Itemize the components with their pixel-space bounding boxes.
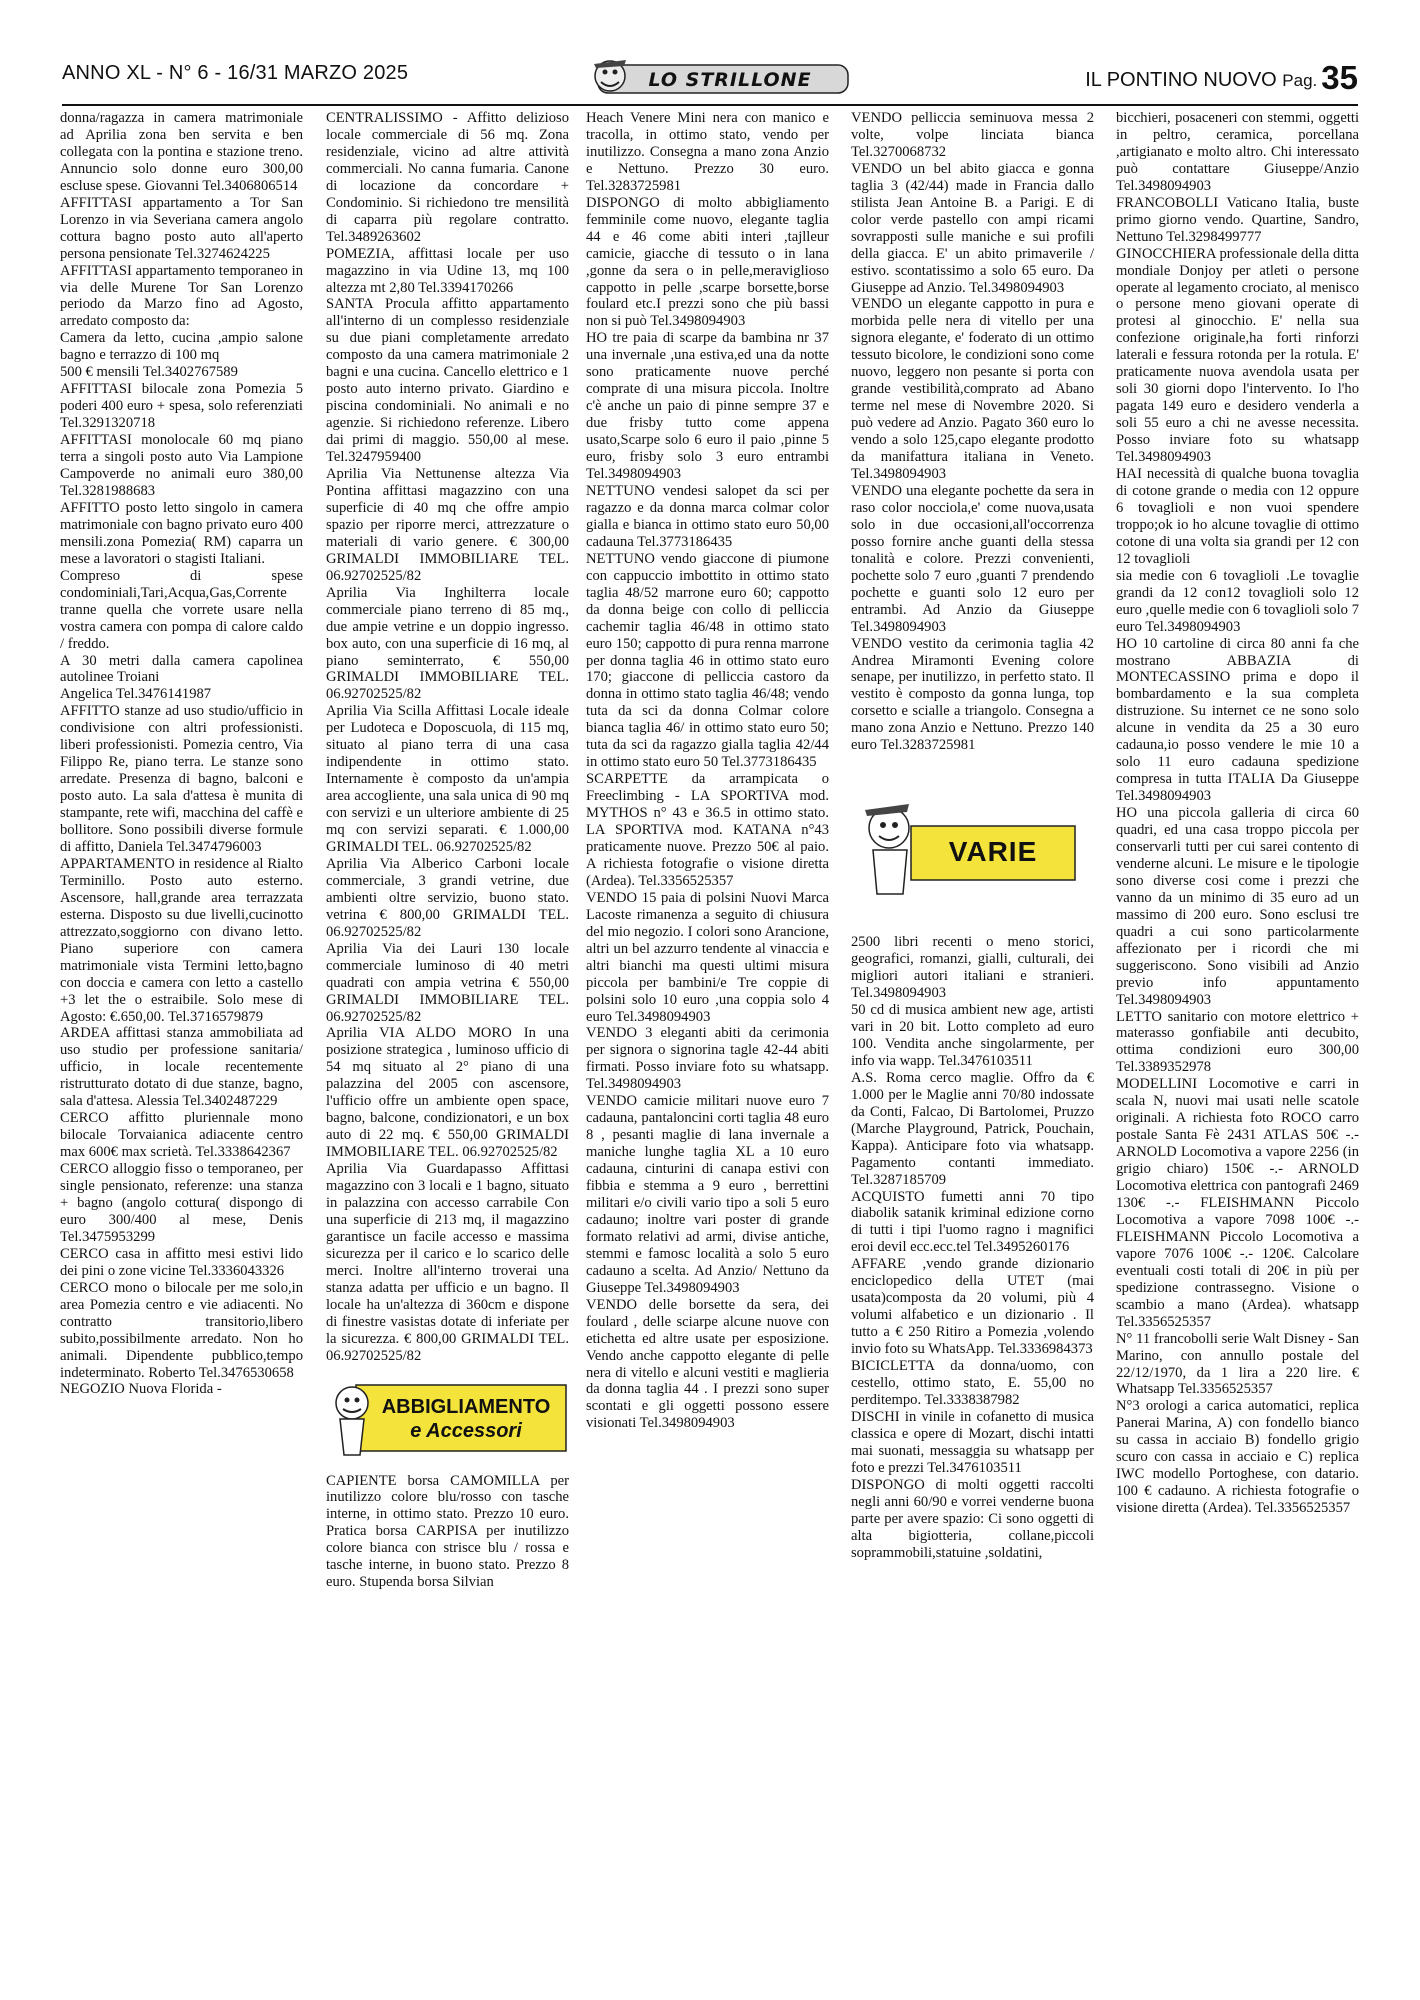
ad: CERCO casa in affitto mesi estivi lido dei pini o zone vicine Tel.3336043326	[60, 1245, 303, 1279]
ad: VENDO 3 eleganti abiti da cerimonia per signora o signorina tagle 42-44 abiti firmati. Posso inviare foto su whatsapp. Tel.3498094903	[586, 1025, 829, 1093]
ad: sia medie con 6 tovaglioli .Le tovaglie grandi da 12 con12 tovaglioli solo 12 euro ,quelle medie con 6 tovaglioli solo 7 euro Tel.3498094903	[1116, 567, 1359, 635]
ad: VENDO un bel abito giacca e gonna taglia 3 (42/44) made in Francia dallo stilista Jean Antoine B. a Parigi. E di color verde pastello con ampi ricami sovrapposti sulle maniche e sui profili della giacca. E' un abito primaverile / estivo. scontatissimo a solo 65 euro. Da Giuseppe ad Anzio. Tel.3498094903	[851, 160, 1094, 296]
ad: Aprilia Via Nettunense altezza Via Pontina affittasi magazzino con una superficie di 40 mq che offre ampio spazio per riporre merci, attrezzature o materiali di vario genere. € 300,00 GRIMALDI IMMOBILIARE TEL. 06.92702525/82	[326, 466, 569, 584]
ad: CERCO mono o bilocale per me solo,in area Pomezia centro e vie adiacenti. No contratto transitorio,libero subito,possibilmente arredato. Non ho animali. Dipendente pubblico,tempo indeterminato. Roberto Tel.3476530658	[60, 1279, 303, 1381]
ad: POMEZIA, affittasi locale per uso magazzino in via Udine 13, mq 100 altezza mt 2,80 Tel.3394170266	[326, 245, 569, 296]
ad: Aprilia Via Inghilterra locale commerciale piano terreno di 85 mq., due ampie vetrine e un doppio ingresso. box auto, con una superficie di 16 mq, al piano seminterrato, € 550,00 GRIMALDI IMMOBILIARE TEL. 06.92702525/82	[326, 584, 569, 703]
ad: SCARPETTE da arrampicata o Freeclimbing - LA SPORTIVA mod. MYTHOS n° 43 e 36.5 in ottimo stato. LA SPORTIVA mod. KATANA n°43 praticamente nuove. Prezzo 50€ al paio. A richiesta fotografie o visione diretta (Ardea). Tel.3356525357	[586, 771, 829, 889]
ad: AFFITTASI bilocale zona Pomezia 5 poderi 400 euro + spesa, solo referenziati Tel.3291320718	[60, 381, 303, 432]
ad: VENDO pelliccia seminuova messa 2 volte, volpe linciata bianca Tel.3270068732	[851, 110, 1094, 160]
section-banner-varie	[851, 798, 1094, 898]
ad: Aprilia Via dei Lauri 130 locale commerciale luminoso di 40 metri quadrati con ampia vetrina € 550,00 GRIMALDI IMMOBILIARE TEL. 06.92702525/82	[326, 940, 569, 1025]
ad: N°3 orologi a carica automatici, replica Panerai Marina, A) con fondello bianco su cassa in acciaio B) fondello grigio scuro con cassa in acciaio e C) replica IWC modello Portoghese, con datario. 100 € cadauno. A richiesta fotografie o visione diretta (Ardea). Tel.3356525357	[1116, 1398, 1359, 1517]
page-label: Pag.	[1282, 71, 1318, 90]
ad: LETTO sanitario con motore elettrico + materasso gonfiabile anti decubito, ottima condizioni euro 300,00 Tel.3389352978	[1116, 1008, 1359, 1076]
column-1	[60, 110, 303, 1990]
ad: Aprilia VIA ALDO MORO In una posizione strategica , luminoso ufficio di 54 mq situato al 2° piano di una palazzina del 2005 con ascensore, l'ufficio offre un ambiente open space, bagno, balcone, condizionatori, e un box auto di 22 mq. € 550,00 GRIMALDI IMMOBILIARE TEL. 06.92702525/82	[326, 1025, 569, 1161]
ad: VENDO una elegante pochette da sera in raso color nocciola,e' come nuova,usata solo in due occasioni,all'occorrenza posso fornire anche guanti della stessa tonalità e colore. Prezzi convenienti, pochette solo 7 euro ,guanti 7 prendendo pochette e guanti solo 12 euro per entrambi. Ad Anzio da Giuseppe Tel.3498094903	[851, 482, 1094, 635]
ad: AFFARE ,vendo grande dizionario enciclopedico della UTET (mai usata)composta da 20 volumi, più 4 volumi alfabetico e un dizionario . Il tutto a € 250 Ritiro a Pomezia ,volendo invio foto su WhatsApp. Tel.3336984373	[851, 1256, 1094, 1358]
issue-line: ANNO XL - N° 6 - 16/31 MARZO 2025	[62, 62, 409, 84]
ad: VENDO un elegante cappotto in pura e morbida pelle nera di vitello per una signora elegante, e' foderato di un ottimo tessuto bicolore, le condizioni sono come nuovo, leggero non pesante si porta con grande vestibilità,comprato ad Abano terme nel mese di Novembre 2020. Si può vedere ad Anzio. Pagato 360 euro lo vendo a solo 125,capo elegante prodotto da manifattura italiana in Veneto. Tel.3498094903	[851, 296, 1094, 483]
ad: CERCO alloggio fisso o temporaneo, per single pensionato, referenze: una stanza + bagno (angolo cottura( dispongo di euro 300/400 al mese, Denis Tel.3475953299	[60, 1161, 303, 1245]
ad: N° 11 francobolli serie Walt Disney - San Marino, con annullo postale del 22/12/1970, da 1 lira a 220 lire. € Whatsapp Tel.3356525357	[1116, 1330, 1359, 1398]
banner-title-abbigliamento: ABBIGLIAMENTO	[381, 1395, 551, 1418]
ad: NEGOZIO Nuova Florida -	[60, 1381, 222, 1398]
column-2	[326, 110, 569, 1990]
ad: Compreso di spese condominiali,Tari,Acqua,Gas,Corrente tranne quella che vorrete usare nella vostra camera con pompa di calore caldo / freddo.	[60, 567, 303, 652]
ad: FRANCOBOLLI Vaticano Italia, buste primo giorno vendo. Quartine, Sandro, Nettuno Tel.3298499777	[1116, 194, 1359, 245]
ad: VENDO camicie militari nuove euro 7 cadauna, pantaloncini corti taglia 48 euro 8 , pesanti maglie di lana invernale a maniche lunghe taglia XL a 10 euro cadauna, cinturini di canapa estivi con fibbia e stemma a 9 euro , berrettini militari e/o civili vario tipo a soli 5 euro cadauno; inoltre vari poster di grande formato relativi ad armi, divise antiche, stemmi e famosc località a solo 5 euro cadauno a scelta. Ad Anzio/ Nettuno da Giuseppe Tel.3498094903	[586, 1093, 829, 1296]
ad: ARDEA affittasi stanza ammobiliata ad uso studio per professione sanitaria/ ufficio, in locale recentemente ristrutturato dotato di due stanze, bagno, sala d'attesa. Alessia Tel.3402487229	[60, 1025, 303, 1110]
ad: Heach Venere Mini nera con manico e tracolla, in ottimo stato, vendo per inutilizzo. Consegna a mano zona Anzio e Nettuno. Prezzo 30 euro. Tel.3283725981	[586, 110, 829, 194]
section-banner-abbigliamento	[326, 1375, 569, 1461]
ad: VENDO 15 paia di polsini Nuovi Marca Lacoste rimanenza a seguito di chiusura del mio negozio. I colori sono Arancione, altri un bel azzurro tendente al vinaccia e altri bianchi ma questi ultimi misura piccola per bambini/e Tre coppie di polsini solo 10 euro ,una coppia solo 4 euro Tel.3498094903	[586, 889, 829, 1025]
ad: NETTUNO vendo giaccone di piumone con cappuccio imbottito in ottimo stato taglia 48/52 marrone euro 60; cappotto da donna beige con collo di pelliccia cachemir taglia 46/48 in ottimo stato euro 150; cappotto di pura renna marrone per donna taglia 46 in ottimo stato euro 170; giaccone di pelliccia castoro da donna in ottimo stato taglia 46/48; vendo tuta da sci da donna Colmar colore bianca taglia 46/ in ottimo stato euro 50; tuta da sci da ragazzo gialla taglia 42/44 in ottimo stato euro 50 Tel.3773186435	[586, 550, 829, 771]
banner-subtitle-accessori: e Accessori	[410, 1419, 522, 1442]
page-header	[62, 52, 1358, 106]
ad: BICICLETTA da donna/uomo, con cestello, ottimo stato, E. 55,00 no perditempo. Tel.3338387982	[851, 1358, 1094, 1408]
ad: HO tre paia di scarpe da bambina nr 37 una invernale ,una estiva,ed una da notte sono praticamente nuove perché comprate di una misura piccola. Inoltre c'è anche un paio di pinne sempre 37 e due frisby tutto come appena usato,Scarpe solo 6 euro il paio ,pinne 5 euro, frisby solo 3 euro entrambi Tel.3498094903	[586, 330, 829, 483]
ad: Aprilia Via Scilla Affittasi Locale ideale per Ludoteca e Doposcuola, di 115 mq, situato al piano terra di una casa indipendente in ottimo stato. Internamente è composto da un'ampia area accogliente, una sala unica di 90 mq con servizi e un ulteriore ambiente di 25 mq con servizi separati. € 1.000,00 GRIMALDI TEL. 06.92702525/82	[326, 703, 569, 855]
ad: AFFITTO stanze ad uso studio/ufficio in condivisione con altri professionisti. liberi professionisti. Pomezia centro, Via Filippo Re, piano terra. Le stanze sono arredate. Presenza di bagno, balconi e posto auto. La sala d'attesa è munita di stampante, rete wifi, macchina del caffè e bollitore. Sono possibili diverse formule di affitto, Daniela Tel.3474796003	[60, 703, 303, 855]
ad: ACQUISTO fumetti anni 70 tipo diabolik satanik kriminal edizione corno di tutti i tipi l'uomo ragno i magnifici eroi devil ecc.ecc.tel Tel.3495260176	[851, 1188, 1094, 1256]
ad: DISCHI in vinile in cofanetto di musica classica e opere di Mozart, dischi intatti mai suonati, messaggia su whatsapp per foto e prezzi Tel.3476103511	[851, 1408, 1094, 1476]
ad: APPARTAMENTO in residence al Rialto Terminillo. Posto auto esterno. Ascensore, hall,grande area terrazzata esterna. Disposto su due livelli,cucinotto attrezzato,soggiorno con divano letto. Piano superiore con camera matrimoniale vista Termini letto,bagno con doccia e camera con letto a castello +3 let the o estraibile. Solo mese di Agosto: €.650,00. Tel.3716579879	[60, 855, 303, 1025]
ad: bicchieri, posaceneri con stemmi, oggetti in peltro, ceramica, porcellana ,artigianato e molto altro. Chi interessato può contattare Giuseppe/Anzio Tel.3498094903	[1116, 110, 1359, 194]
ad: Angelica Tel.3476141987	[60, 686, 212, 703]
ad: A 30 metri dalla camera capolinea autolinee Troiani	[60, 652, 303, 686]
ad: 500 € mensili Tel.3402767589	[60, 364, 238, 381]
ad: CAPIENTE borsa CAMOMILLA per inutilizzo colore blu/rosso con tasche interne, in ottimo stato. Prezzo 10 euro. Pratica borsa CARPISA per inutilizzo colore bianca con strisce blu / rossa e tasche interne, in buono stato. Prezzo 8 euro. Stupenda borsa Silvian	[326, 1472, 569, 1591]
ad: SANTA Procula affitto appartamento all'interno di un complesso residenziale su due piani completamente arredato composto da una camera matrimoniale 2 bagni e una cucina. Cancello elettrico e 1 posto auto interno privato. Giardino e piscina condominiali. No animali e no agenzie. Si richiedono referenze. Libero dai primi di maggio. 550,00 al mese. Tel.3247959400	[326, 296, 569, 466]
masthead-title: IL PONTINO NUOVO	[1085, 69, 1277, 91]
ad: NETTUNO vendesi salopet da sci per ragazzo e da donna marca colmar color gialla e bianca in ottimo stato euro 50,00 cadauna Tel.3773186435	[586, 482, 829, 550]
ad: Aprilia Via Guardapasso Affittasi magazzino con 3 locali e 1 bagno, situato in palazzina con accesso carrabile Con una superficie di 213 mq, il magazzino garantisce un facile accesso e massima sicurezza per il carico e lo scarico delle merci. Inoltre all'interno troverai una stanza adatta per ufficio e un bagno. Il locale ha un'altezza di 360cm e dispone di finestre vasistas dotate di inferiate per la sicurezza. € 800,00 GRIMALDI TEL. 06.92702525/82	[326, 1161, 569, 1364]
ad: AFFITTO posto letto singolo in camera matrimoniale con bagno privato euro 400 mensili.zona Pomezia( RM) caparra un mese a lavoratori o stagisti Italiani.	[60, 499, 303, 567]
ad: AFFITTASI appartamento a Tor San Lorenzo in via Severiana camera angolo cottura bagno posto auto all'aperto persona pensionate Tel.3274624225	[60, 194, 303, 262]
ad: 2500 libri recenti o meno storici, geografici, romanzi, gialli, culturali, dei migliori autori italiani e stranieri. Tel.3498094903	[851, 934, 1094, 1002]
strillone-logo	[590, 52, 850, 102]
ad: HO 10 cartoline di circa 80 anni fa che mostrano ABBAZIA di MONTECASSINO prima e dopo il bombardamento e la sua completa distruzione. Su internet ce ne sono solo alcune in vendita da 25 a 30 euro cadauna,io posso vendere le mie 10 a solo 11 euro cadauna spedizione compresa in tutta ITALIA Da Giuseppe Tel.3498094903	[1116, 635, 1359, 805]
ad: Aprilia Via Alberico Carboni locale commerciale, 3 grandi vetrine, due ambienti oltre servizio, buono stato. vetrina € 800,00 GRIMALDI TEL. 06.92702525/82	[326, 855, 569, 940]
ad: Camera da letto, cucina ,ampio salone bagno e terrazzo di 100 mq	[60, 330, 303, 364]
page-number: 35	[1321, 59, 1358, 96]
ad: HAI necessità di qualche buona tovaglia di cotone grande o media con 12 oppure 6 tovaglioli e non vuoi spendere troppo;ok io ho alcune tovaglie di ottimo cotone di una volta sia grandi per 12 con 12 tovaglioli	[1116, 466, 1359, 567]
ad: AFFITTASI monolocale 60 mq piano terra a singoli posto auto Via Lampione Campoverde no animali euro 380,00 Tel.3281988683	[60, 432, 303, 499]
ad: GINOCCHIERA professionale della ditta mondiale Donjoy per atleti o persone operate al legamento crociato, al menisco o persone meno giovani operate di protesi al ginocchio. E' nella sua confezione originale,ha forti rinforzi laterali e fessura rotonda per la rotula. E' praticamente nuova avendola usata per soli 30 giorni dopo l'intervento. Io l'ho pagata 149 euro e desidero venderla a soli 55 euro a chi ne avesse necessita. Posso inviare foto su whatsapp Tel.3498094903	[1116, 245, 1359, 466]
ad: CENTRALISSIMO - Affitto delizioso locale commerciale di 56 mq. Zona residenziale, vicino ad altre attività commerciali. No canna fumaria. Canone di locazione da concordare + Condominio. Si richiedono tre mensilità di caparra più regolare contratto. Tel.3489263602	[326, 110, 569, 245]
ad: donna/ragazza in camera matrimoniale ad Aprilia zona ben servita e ben collegata con la pontina e stazione treno. Annuncio solo donne euro 300,00 escluse spese. Giovanni Tel.3406806514	[60, 110, 303, 194]
ad: VENDO vestito da cerimonia taglia 42 Andrea Miramonti Evening colore senape, per inutilizzo, in perfetto stato. Il vestito è composto da gonna lunga, top corsetto e scialle a triangolo. Consegna a mano zona Anzio e Nettuno. Prezzo 140 euro Tel.3283725981	[851, 635, 1094, 754]
ad: DISPONGO di molti oggetti raccolti negli anni 60/90 e vorrei venderne buona parte per avere spazio: Ci sono oggetti di alta bigiotteria, collane,piccoli soprammobili,statuine ,soldatini,	[851, 1476, 1094, 1561]
ad: CERCO affitto pluriennale mono bilocale Torvaianica adiacente centro max 600€ max scrietà. Tel.3338642367	[60, 1110, 303, 1161]
ad: AFFITTASI appartamento temporaneo in via delle Murene Tor San Lorenzo periodo da Marzo fino ad Agosto, arredato composto da:	[60, 262, 303, 330]
banner-title-varie: VARIE	[948, 836, 1038, 868]
svg-text:LO STRILLONE: LO STRILLONE	[648, 69, 812, 91]
ad: MODELLINI Locomotive e carri in scala N, nuovi mai usati nelle scatole originali. A richiesta foto ROCO carro postale Santa Fè 2431 ATLAS 50€ -.- ARNOLD Locomotiva a vapore 2256 (in grigio chiaro) 150€ -.- ARNOLD Locomotiva elettrica con pantografi 2469 130€ -.- FLEISHMANN Piccolo Locomotiva a vapore 7098 100€ -.- FLEISHMANN Piccolo Locomotiva a vapore 7076 100€ -.- 120€. Calcolare eventuali costi totali di 20€ in più per spedizione contrassegno. Visione o scambio a mano (Ardea). whatsapp Tel.3356525357	[1116, 1076, 1359, 1330]
ad: 50 cd di musica ambient new age, artisti vari in 20 bit. Lotto completo ad euro 100. Vendita anche singolarmente, per info via wapp. Tel.3476103511	[851, 1002, 1094, 1069]
ad: A.S. Roma cerco maglie. Offro da € 1.000 per le Maglie anni 70/80 indossate da Conti, Falcao, Di Bartolomei, Pruzzo (Marche Playground, Patrick, Pouchain, Kappa). Anticipare foto via whatsapp. Pagamento contanti immediato. Tel.3287185709	[851, 1069, 1094, 1188]
column-5	[1116, 110, 1359, 1990]
ad: VENDO delle borsette da sera, dei foulard , delle sciarpe alcune nuove con etichetta ed altre usate per esposizione. Vendo anche cappotto elegante di pelle nera di vitello e alcuni vestiti e maglieria da donna taglia 44 . I prezzi sono super scontati e gli oggetti possono essere visionati Tel.3498094903	[586, 1296, 829, 1432]
column-3	[586, 110, 829, 1990]
masthead	[1085, 56, 1358, 94]
ad: HO una piccola galleria di circa 60 quadri, ed una casa troppo piccola per conservarli tutti per cui sarei contento di venderne alcuni. Le misure e le tipologie sono diverse cosi come i prezzi che vanno da un minimo di 35 euro ad un massimo di 200 euro. Sono esclusi tre quadri a cui sono particolarmente affezionato per i ricordi che mi suggeriscono. Sono visibili ad Anzio previo info appuntamento Tel.3498094903	[1116, 805, 1359, 1008]
column-4	[851, 110, 1094, 1990]
ad: DISPONGO di molto abbigliamento femminile come nuovo, elegante taglia 44 e 46 come abiti interi ,tajlleur camicie, giacche di tessuto o in lana ,gonne da sera o in pelle,meraviglioso cappotto in pelle ,scarpe borsette,borse foulard etc.I prezzi sono che più bassi non si può Tel.3498094903	[586, 194, 829, 330]
